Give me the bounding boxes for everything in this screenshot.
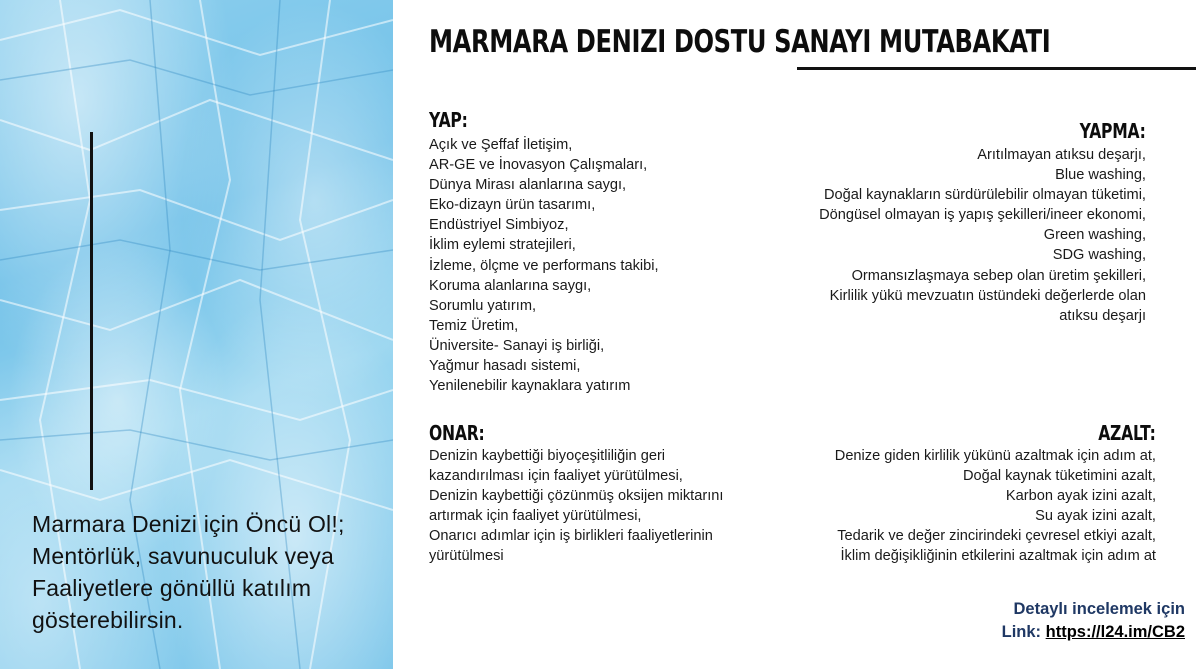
list-item: Onarıcı adımlar için iş birlikleri faaliyetlerinin (429, 528, 713, 545)
detail-text: Detaylı incelemek için (1013, 600, 1185, 618)
list-item: İzleme, ölçme ve performans takibi, (429, 257, 659, 274)
yap-heading: YAP: (429, 108, 468, 132)
list-item: Yağmur hasadı sistemi, (429, 358, 581, 375)
list-item: Denize giden kirlilik yükünü azaltmak için adım at, (834, 448, 1156, 464)
list-item: Yenilenebilir kaynaklara yatırım (429, 378, 631, 395)
list-item: SDG washing, (1052, 247, 1146, 264)
list-item: Eko-dizayn ürün tasarımı, (429, 197, 596, 214)
list-item: Arıtılmayan atıksu deşarjı, (977, 147, 1146, 163)
yap-list (429, 135, 659, 396)
azalt-heading: AZALT: (1098, 421, 1156, 445)
yapma-heading: YAPMA: (1079, 119, 1146, 143)
list-item: Karbon ayak izini azalt, (1005, 488, 1156, 505)
detail-link-block (1002, 598, 1185, 644)
list-item: yürütülmesi (429, 548, 504, 565)
vertical-divider-line (90, 132, 93, 490)
list-item: Sorumlu yatırım, (429, 297, 537, 314)
list-item: Doğal kaynak tüketimini azalt, (962, 468, 1156, 485)
link-label: Link: (1001, 623, 1042, 641)
list-item: İklim eylemi stratejileri, (429, 237, 576, 254)
cta-line: Mentörlük, savunuculuk veya (32, 543, 334, 569)
list-item: kazandırılması için faaliyet yürütülmesi, (429, 468, 683, 485)
cta-line: gösterebilirsin. (32, 607, 184, 633)
list-item: Endüstriyel Simbiyoz, (429, 217, 569, 234)
call-to-action-text (32, 508, 382, 636)
cta-line: Faaliyetlere gönüllü katılım (32, 575, 312, 601)
list-item: Denizin kaybettiği çözünmüş oksijen miktarını (429, 488, 724, 505)
detail-link[interactable]: https://l24.im/CB2 (1045, 623, 1185, 641)
list-item: Kirlilik yükü mevzuatın üstündeki değerlerde olan (829, 287, 1146, 304)
decorative-background-panel (0, 0, 393, 669)
list-item: artırmak için faaliyet yürütülmesi, (429, 508, 642, 525)
list-item: Su ayak izini azalt, (1035, 508, 1156, 525)
list-item: Blue washing, (1055, 167, 1146, 184)
list-item: Döngüsel olmayan iş yapış şekilleri/ineer ekonomi, (819, 207, 1146, 224)
list-item: Denizin kaybettiği biyoçeşitliliğin geri (429, 448, 666, 464)
azalt-list (835, 446, 1156, 567)
cta-line: Marmara Denizi için Öncü Ol!; (32, 511, 345, 537)
page-title: MARMARA DENIZI DOSTU SANAYI MUTABAKATI (429, 24, 1051, 60)
list-item: Temiz Üretim, (429, 317, 519, 334)
onar-heading: ONAR: (429, 421, 485, 445)
list-item: Açık ve Şeffaf İletişim, (429, 137, 573, 153)
title-underline (797, 67, 1196, 70)
list-item: Green washing, (1043, 227, 1146, 244)
list-item: Tedarik ve değer zincirindeki çevresel etkiyi azalt, (837, 528, 1156, 545)
list-item: AR-GE ve İnovasyon Çalışmaları, (429, 157, 648, 174)
list-item: Ormansızlaşmaya sebep olan üretim şekilleri, (851, 267, 1146, 284)
detail-link-row (1002, 621, 1185, 644)
list-item: Dünya Mirası alanlarına saygı, (429, 177, 627, 194)
list-item: Koruma alanlarına saygı, (429, 277, 592, 294)
list-item: İklim değişikliğinin etkilerini azaltmak için adım at (840, 548, 1156, 565)
yapma-list (819, 145, 1146, 326)
list-item: Üniversite- Sanayi iş birliği, (429, 337, 605, 354)
list-item: atıksu deşarjı (1059, 307, 1146, 324)
onar-list (429, 446, 723, 567)
list-item: Doğal kaynakların sürdürülebilir olmayan tüketimi, (823, 187, 1146, 204)
